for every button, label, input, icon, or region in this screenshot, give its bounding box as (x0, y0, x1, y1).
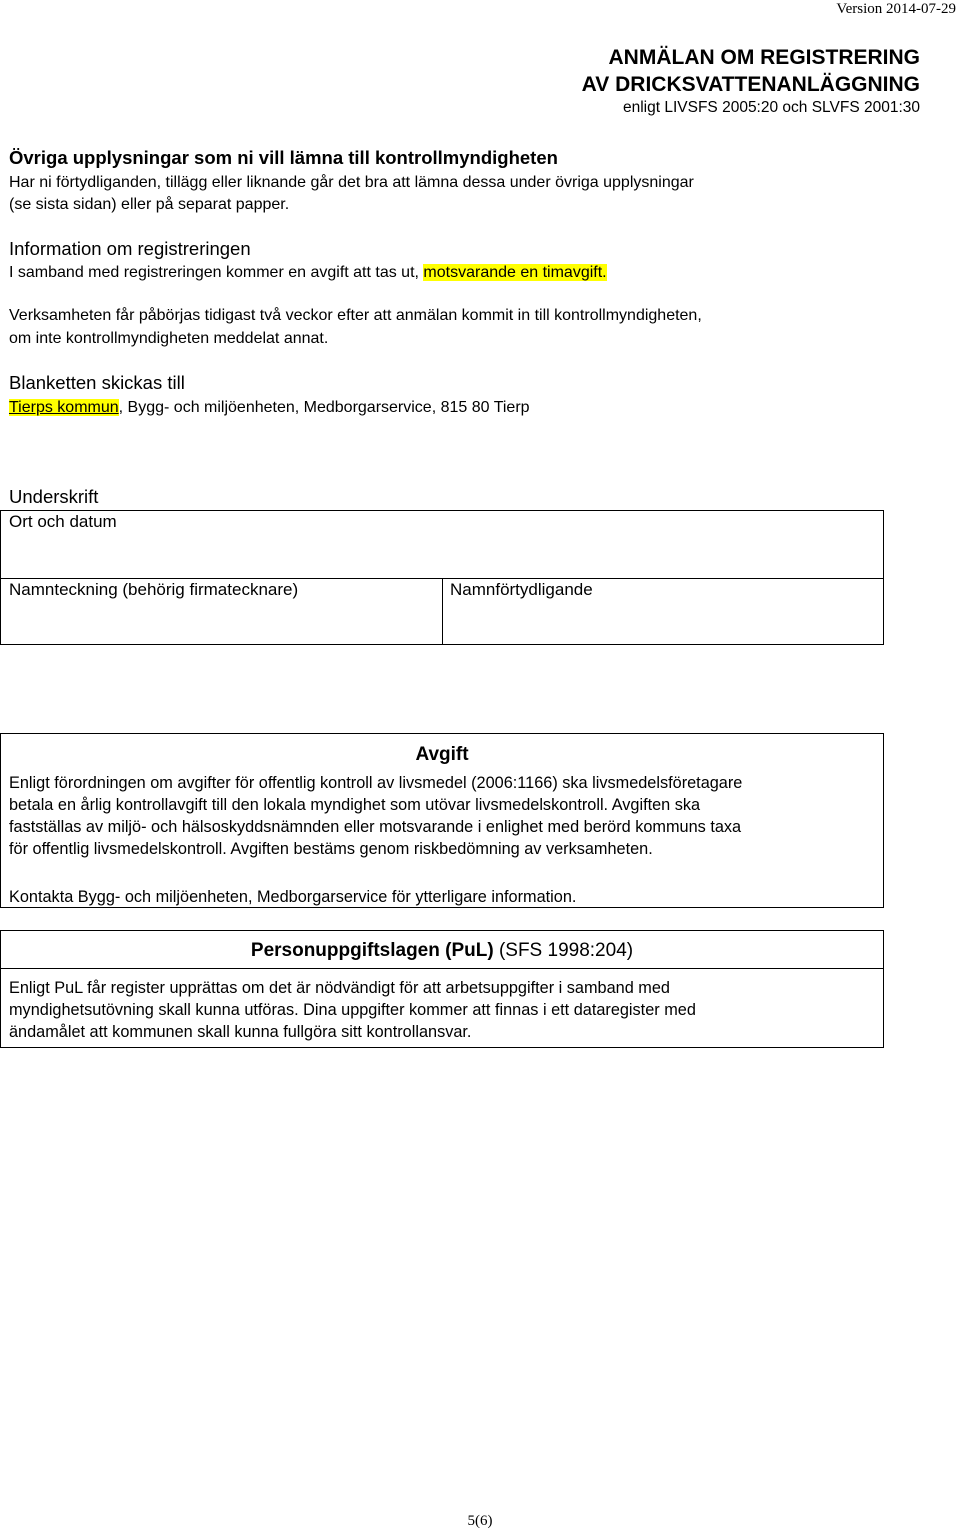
fee-title: Avgift (415, 744, 469, 765)
signature-field[interactable] (0, 578, 443, 645)
registration-fee-prefix: I samband med registreringen kommer en avgift att tas ut, (9, 264, 424, 281)
registration-info-heading: Information om registreringen (9, 238, 251, 259)
other-info-line1: Har ni förtydliganden, tillägg eller liknande går det bra att lämna dessa under övriga upplysningar (9, 174, 694, 191)
fee-line2: betala en årlig kontrollavgift till den lokala myndighet som utövar livsmedelskontroll. Avgiften ska (9, 796, 701, 814)
pul-line2: myndighetsutövning skall kunna utföras. Dina uppgifter kommer att finnas i ett dataregister med (9, 1001, 696, 1019)
pul-title-box (0, 930, 884, 969)
fee-contact: Kontakta Bygg- och miljöenheten, Medborgarservice för ytterligare information. (9, 888, 577, 906)
form-title-line1: ANMÄLAN OM REGISTRERING (608, 46, 920, 69)
other-info-heading: Övriga upplysningar som ni vill lämna till kontrollmyndigheten (9, 147, 558, 168)
pul-title-rest: (SFS 1998:204) (493, 940, 634, 961)
signature-table (0, 510, 884, 645)
page-number: 5(6) (467, 1513, 493, 1529)
signature-label: Namnteckning (behörig firmatecknare) (9, 580, 299, 599)
form-subtitle: enligt LIVSFS 2005:20 och SLVFS 2001:30 (623, 99, 920, 116)
fee-line3: fastställas av miljö- och hälsoskyddsnämnden eller motsvarande i enlighet med berörd kommuns taxa (9, 818, 742, 836)
name-clarification-label: Namnförtydligande (450, 580, 593, 599)
pul-line1: Enligt PuL får register upprättas om det är nödvändigt för att arbetsuppgifter i samband med (9, 979, 670, 997)
pul-title-bold: Personuppgiftslagen (PuL) (250, 940, 494, 961)
registration-fee-highlight: motsvarande en timavgift. (423, 264, 607, 281)
name-clarification-field[interactable] (442, 578, 884, 645)
pul-line3: ändamålet att kommunen skall kunna fullgöra sitt kontrollansvar. (9, 1023, 472, 1041)
recipient-rest: , Bygg- och miljöenheten, Medborgarservice, 815 80 Tierp (118, 399, 530, 416)
version-label: Version 2014-07-29 (836, 1, 956, 17)
pul-title (1, 940, 883, 962)
registration-fee-text (9, 262, 607, 284)
place-date-field[interactable] (0, 510, 884, 579)
pul-body-box (0, 968, 884, 1048)
place-date-label: Ort och datum (9, 512, 117, 531)
pul-section (0, 930, 884, 1048)
fee-line1: Enligt förordningen om avgifter för offentlig kontroll av livsmedel (2006:1166) ska livsmedelsföretagare (9, 774, 743, 792)
fee-box (0, 733, 884, 908)
recipient-highlight: Tierps kommun (9, 399, 119, 416)
registration-para-line2: om inte kontrollmyndigheten meddelat annat. (9, 330, 329, 347)
registration-para-line1: Verksamheten får påbörjas tidigast två veckor efter att anmälan kommit in till kontrollmyndigheten, (9, 307, 702, 324)
other-info-line2: (se sista sidan) eller på separat papper. (9, 196, 290, 213)
form-title-line2: AV DRICKSVATTENANLÄGGNING (581, 73, 920, 96)
send-to-heading: Blanketten skickas till (9, 372, 185, 393)
fee-line4: för offentlig livsmedelskontroll. Avgiften bestäms genom riskbedömning av verksamheten. (9, 840, 653, 858)
send-to-address (9, 397, 530, 419)
signature-heading: Underskrift (9, 486, 99, 507)
